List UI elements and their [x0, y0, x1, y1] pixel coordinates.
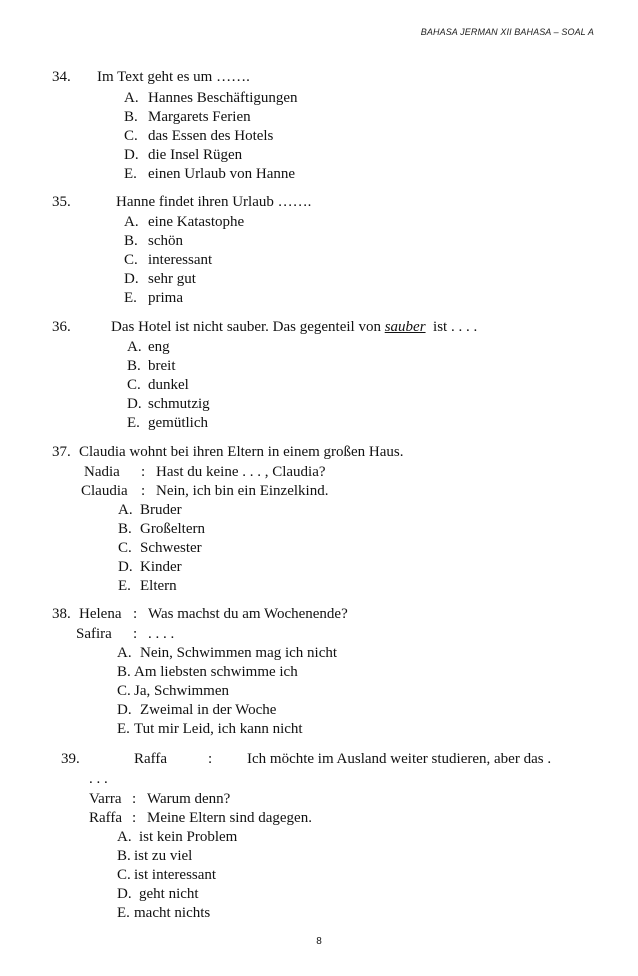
dialogue-colon: :	[208, 751, 213, 767]
dialogue-speaker: Raffa	[89, 810, 123, 826]
question-number: 37.	[52, 444, 71, 460]
option-text: Kinder	[140, 559, 182, 575]
stem-text: ist . . . .	[433, 319, 478, 335]
dialogue-line: Ich möchte im Ausland weiter studieren, aber das .	[247, 751, 552, 767]
dialogue-colon: :	[141, 483, 146, 499]
dialogue-colon: :	[141, 464, 146, 480]
dialogue-speaker: Helena	[79, 606, 122, 622]
option-letter: A.	[118, 502, 133, 518]
dialogue-speaker: Raffa	[134, 751, 168, 767]
option-letter: A.	[117, 829, 132, 845]
question-stem	[111, 318, 477, 337]
option-text: Tut mir Leid, ich kann nicht	[134, 721, 303, 737]
dialogue-line: . . . .	[148, 626, 175, 642]
option-text: gemütlich	[148, 415, 208, 431]
option-letter: C.	[127, 377, 141, 393]
dialogue-speaker: Nadia	[84, 464, 120, 480]
option-text: Schwester	[140, 540, 202, 556]
option-letter: C.	[118, 540, 132, 556]
option-text: macht nichts	[134, 905, 211, 921]
option-text: interessant	[148, 252, 213, 268]
question-number: 39.	[61, 751, 80, 767]
option-text: ist zu viel	[134, 848, 193, 864]
option-text: das Essen des Hotels	[148, 128, 274, 144]
option-letter: B.	[117, 664, 131, 680]
dialogue-line: Meine Eltern sind dagegen.	[147, 810, 312, 826]
question-stem: Claudia wohnt bei ihren Eltern in einem großen Haus.	[79, 444, 404, 460]
dialogue-continuation: . . .	[89, 771, 108, 787]
dialogue-line: Nein, ich bin ein Einzelkind.	[156, 483, 329, 499]
option-text: Ja, Schwimmen	[134, 683, 229, 699]
question-stem: Im Text geht es um …….	[97, 69, 250, 85]
dialogue-speaker: Safira	[76, 626, 112, 642]
option-text: Eltern	[140, 578, 177, 594]
option-text: Bruder	[140, 502, 182, 518]
option-letter: B.	[124, 109, 138, 125]
option-letter: D.	[117, 702, 132, 718]
option-letter: D.	[124, 271, 139, 287]
question-number: 35.	[52, 194, 71, 210]
underlined-word: sauber	[384, 319, 426, 335]
option-letter: A.	[127, 339, 142, 355]
option-text: prima	[148, 290, 183, 306]
option-text: eng	[148, 339, 170, 355]
option-text: Am liebsten schwimme ich	[134, 664, 298, 680]
question-stem: Hanne findet ihren Urlaub …….	[116, 194, 312, 210]
option-text: geht nicht	[139, 886, 199, 902]
option-letter: E.	[127, 415, 140, 431]
stem-text: Das Hotel ist nicht sauber. Das gegenteil von	[111, 319, 381, 335]
question-number: 38.	[52, 606, 71, 622]
option-letter: D.	[117, 886, 132, 902]
option-letter: C.	[117, 683, 131, 699]
question-number: 36.	[52, 319, 71, 335]
option-text: sehr gut	[148, 271, 196, 287]
dialogue-colon: :	[132, 810, 137, 826]
option-letter: D.	[124, 147, 139, 163]
option-letter: B.	[117, 848, 131, 864]
option-letter: E.	[117, 905, 130, 921]
option-text: breit	[148, 358, 176, 374]
option-letter: E.	[118, 578, 131, 594]
option-letter: E.	[124, 290, 137, 306]
option-text: Nein, Schwimmen mag ich nicht	[140, 645, 338, 661]
option-text: Margarets Ferien	[148, 109, 251, 125]
dialogue-colon: :	[132, 791, 137, 807]
option-letter: A.	[124, 90, 139, 106]
option-letter: C.	[117, 867, 131, 883]
option-letter: D.	[127, 396, 142, 412]
option-text: die Insel Rügen	[148, 147, 243, 163]
option-letter: E.	[117, 721, 130, 737]
option-text: einen Urlaub von Hanne	[148, 166, 296, 182]
option-text: ist kein Problem	[139, 829, 238, 845]
option-letter: A.	[117, 645, 132, 661]
dialogue-colon: :	[133, 606, 138, 622]
option-text: schön	[148, 233, 183, 249]
option-text: Zweimal in der Woche	[140, 702, 277, 718]
option-letter: B.	[118, 521, 132, 537]
option-letter: B.	[124, 233, 138, 249]
option-letter: C.	[124, 128, 138, 144]
dialogue-line: Hast du keine . . . , Claudia?	[156, 464, 326, 480]
dialogue-line: Was machst du am Wochenende?	[148, 606, 348, 622]
option-text: eine Katastophe	[148, 214, 245, 230]
page-number: 8	[316, 936, 322, 947]
dialogue-colon: :	[133, 626, 138, 642]
option-text: schmutzig	[148, 396, 210, 412]
option-text: Hannes Beschäftigungen	[148, 90, 298, 106]
option-letter: D.	[118, 559, 133, 575]
option-text: dunkel	[148, 377, 189, 393]
document-header: BAHASA JERMAN XII BAHASA – SOAL A	[420, 27, 594, 37]
dialogue-speaker: Varra	[89, 791, 122, 807]
dialogue-line: Warum denn?	[147, 791, 231, 807]
option-letter: B.	[127, 358, 141, 374]
option-text: ist interessant	[134, 867, 217, 883]
dialogue-speaker: Claudia	[81, 483, 128, 499]
option-letter: E.	[124, 166, 137, 182]
question-number: 34.	[52, 69, 71, 85]
option-letter: A.	[124, 214, 139, 230]
option-letter: C.	[124, 252, 138, 268]
option-text: Großeltern	[140, 521, 205, 537]
